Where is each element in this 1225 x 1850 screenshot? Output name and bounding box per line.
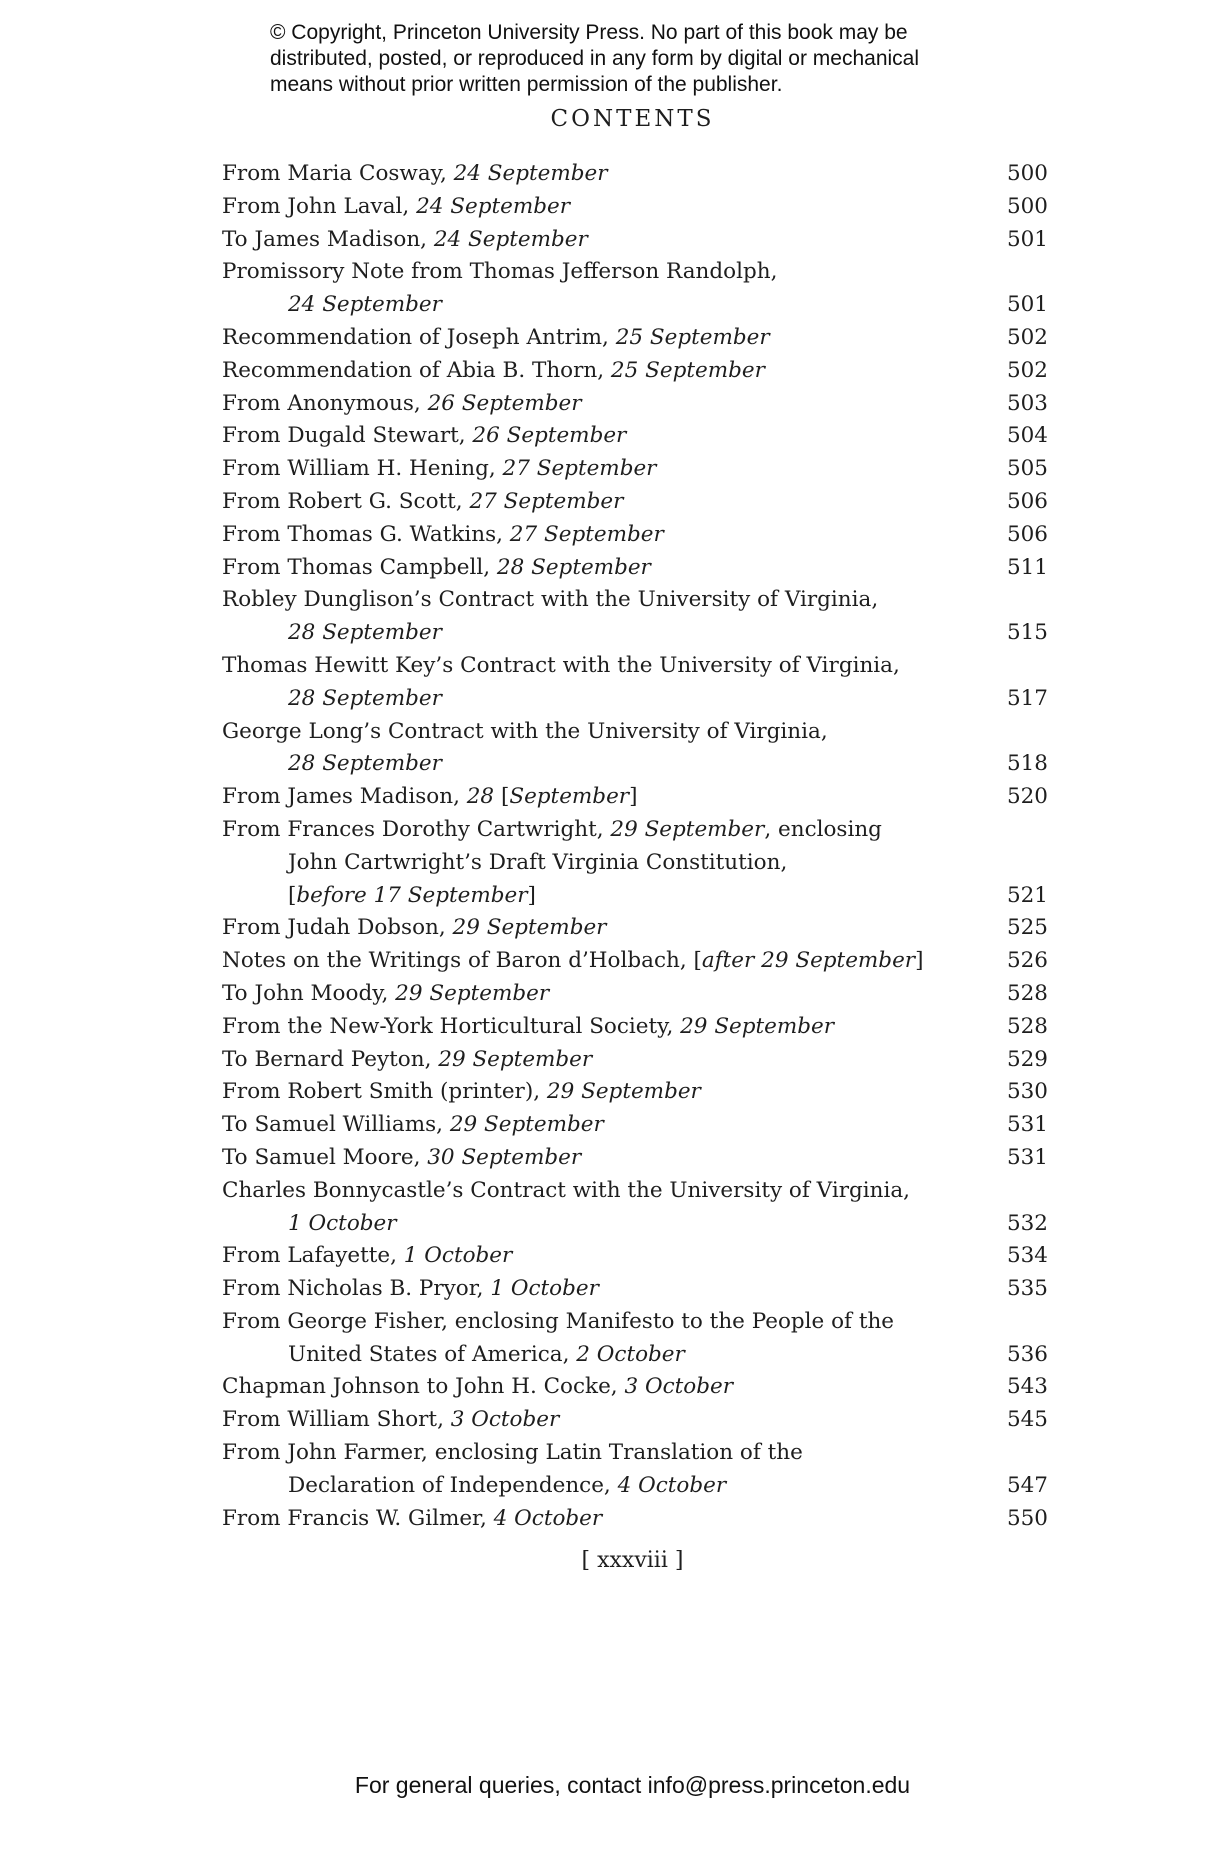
toc-entry-continuation [222, 683, 978, 716]
copyright-line: distributed, posted, or reproduced in any form by digital or mechanical [270, 47, 920, 70]
toc-entry-continuation [222, 1208, 978, 1241]
toc-entry-date: September [509, 784, 630, 810]
toc-entry-page: 526 [1006, 948, 1048, 974]
toc-entry-title [222, 978, 978, 1011]
toc-entry-title [222, 453, 978, 486]
toc-entry-text: Declaration of Independence, [288, 1472, 618, 1498]
toc-entry-date: before 17 September [296, 882, 528, 908]
toc-entry [222, 1142, 1048, 1175]
toc-entry-date: 25 September [610, 357, 765, 383]
toc-entry-page: 515 [1006, 620, 1048, 646]
toc-entry-page: 517 [1006, 685, 1048, 711]
toc-entry [222, 945, 1048, 978]
toc-entry-text: To James Madison, [222, 226, 434, 252]
toc-entry-text: From George Fisher, enclosing Manifesto to the People of the [222, 1308, 895, 1334]
toc-entry-text: From William H. Hening, [222, 456, 503, 482]
toc-entry-text: From Robert Smith (printer), [222, 1079, 547, 1105]
page-folio: [ xxxviii ] [581, 1548, 684, 1573]
toc-entry-title [222, 650, 978, 683]
toc-entry-date: 24 September [288, 292, 442, 318]
toc-entry-title [222, 322, 978, 355]
toc-entry-date: 28 September [288, 751, 442, 777]
toc-entry-page: 545 [1006, 1407, 1048, 1433]
toc-entry-text: From Robert G. Scott, [222, 488, 470, 514]
toc-entry-title [222, 1306, 978, 1339]
toc-entry-title [222, 1175, 978, 1208]
toc-entry-text: [ [288, 882, 297, 908]
toc-entry [222, 453, 1048, 486]
toc-entry-page: 528 [1006, 1013, 1048, 1039]
toc-entry-page: 506 [1006, 488, 1048, 514]
toc-entry-text: From Lafayette, [222, 1243, 404, 1269]
toc-entry-date: 27 September [509, 521, 664, 547]
toc-entry-page: 502 [1006, 324, 1048, 350]
toc-entry-date: 1 October [288, 1210, 397, 1236]
toc-entry-title [222, 224, 978, 257]
toc-entry-title [222, 945, 978, 978]
toc-entry-page: 531 [1006, 1112, 1048, 1138]
toc-entry-title [222, 1044, 978, 1077]
toc-entry-date: 2 October [576, 1341, 685, 1367]
toc-entry-continuation [222, 748, 978, 781]
toc-entry-title [222, 191, 978, 224]
toc-entry-date: 29 September [449, 1112, 604, 1138]
toc-entry-text: To John Moody, [222, 980, 396, 1006]
toc-entry [222, 191, 1048, 224]
toc-entry [222, 1044, 1048, 1077]
toc-entry-date: 26 September [472, 423, 627, 449]
toc-entry-date: 4 October [617, 1472, 727, 1498]
toc-entry-text: From Thomas G. Watkins, [222, 521, 510, 547]
toc-entry [222, 1076, 1048, 1109]
toc-entry-title [222, 388, 978, 421]
toc-entry-text: ] [915, 948, 924, 974]
toc-entry-date: 1 October [490, 1276, 599, 1302]
toc-entry-page: 500 [1006, 161, 1048, 186]
toc-entry [222, 1371, 1048, 1404]
toc-entry-date: 27 September [469, 488, 624, 514]
toc-entry-date: 24 September [433, 226, 588, 252]
toc-entry-title [222, 1404, 978, 1437]
toc-entry-date: 29 September [546, 1079, 701, 1105]
toc-entry-text: Promissory Note from Thomas Jefferson Randolph, [222, 259, 778, 285]
toc-entry-text: Recommendation of Joseph Antrim, [222, 324, 616, 350]
toc-entry-text: Thomas Hewitt Key’s Contract with the University of Virginia, [222, 652, 900, 678]
toc-entry-text: ] [629, 784, 638, 810]
toc-entry-text: From Anonymous, [222, 390, 428, 416]
toc-entry-text: Chapman Johnson to John H. Cocke, [222, 1374, 625, 1400]
toc-entry [222, 978, 1048, 1011]
toc-entry-date: 3 October [624, 1374, 733, 1400]
toc-entry-page: 501 [1006, 226, 1048, 252]
toc-entry-title [222, 1503, 978, 1536]
toc-entry-title [222, 1011, 978, 1044]
toc-entry [222, 1240, 1048, 1273]
toc-entry-date: 1 October [403, 1243, 513, 1269]
toc-entry-title [222, 814, 978, 847]
toc-entry [222, 486, 1048, 519]
toc-entry-page: 530 [1006, 1079, 1048, 1105]
toc-entry-page: 536 [1006, 1341, 1048, 1367]
toc-entry-page: 505 [1006, 456, 1048, 482]
toc-entry-date: 4 October [493, 1505, 603, 1531]
toc-entry-text: [ [500, 784, 510, 810]
toc-entry-continuation [222, 847, 978, 880]
toc-entry-title [222, 1076, 978, 1109]
toc-entry-title [222, 552, 978, 585]
toc-entry [222, 584, 1048, 650]
toc-entry-date: 29 September [452, 915, 607, 941]
toc-entry-title [222, 1240, 978, 1273]
toc-entry-page: 550 [1006, 1505, 1048, 1531]
toc-entry-date: 28 September [496, 554, 651, 580]
toc-entry-text: From Maria Cosway, [222, 161, 454, 186]
toc-entry-date: 27 September [502, 456, 657, 482]
toc-entry [222, 650, 1048, 716]
toc-entry-page: 531 [1006, 1144, 1048, 1170]
toc-entry-text: To Samuel Williams, [222, 1112, 450, 1138]
toc-entry-title [222, 1437, 978, 1470]
toc-entry-date: 25 September [615, 324, 770, 350]
toc-entry-page: 543 [1006, 1374, 1048, 1400]
toc-entry-title [222, 584, 978, 617]
toc-entry-title [222, 256, 978, 289]
toc-entry-text: From James Madison, [222, 784, 467, 810]
toc-entry [222, 1011, 1048, 1044]
toc-entry-text: United States of America, [288, 1341, 577, 1367]
toc-entry-text: John Cartwright’s Draft Virginia Constitution, [288, 849, 788, 875]
toc-entry-title [222, 355, 978, 388]
toc-entry-title [222, 1142, 978, 1175]
toc-entry-continuation [222, 1470, 978, 1503]
toc-entry-title [222, 1371, 978, 1404]
toc-entry-text: From Frances Dorothy Cartwright, [222, 816, 611, 842]
toc-entry-page: 532 [1006, 1210, 1048, 1236]
toc-entry-page: 511 [1006, 554, 1048, 580]
toc-entry-text: To Bernard Peyton, [222, 1046, 439, 1072]
toc-entry [222, 158, 1048, 191]
toc-entry [222, 519, 1048, 552]
toc-entry-text: Recommendation of Abia B. Thorn, [222, 357, 611, 383]
copyright-notice [270, 20, 970, 98]
toc-entry-page: 520 [1006, 784, 1048, 810]
toc-entry-title [222, 420, 978, 453]
toc-entry-date: 28 September [288, 685, 442, 711]
toc-entry [222, 322, 1048, 355]
toc-entry-date: 30 September [427, 1144, 582, 1170]
toc-entry-date: 29 September [395, 980, 550, 1006]
toc-entry-text: From Dugald Stewart, [222, 423, 473, 449]
toc-entry-date: 24 September [453, 161, 608, 186]
toc-entry [222, 1404, 1048, 1437]
page-heading: CONTENTS [550, 106, 715, 132]
toc-entry [222, 1109, 1048, 1142]
toc-entry-page: 521 [1006, 882, 1048, 908]
toc-entry-title [222, 912, 978, 945]
toc-entry-page: 535 [1006, 1276, 1048, 1302]
toc-entry-title [222, 486, 978, 519]
toc-entry-text: George Long’s Contract with the University of Virginia, [222, 718, 828, 744]
toc-entry-page: 534 [1006, 1243, 1048, 1269]
toc-entry [222, 781, 1048, 814]
toc-entry-text: Notes on the Writings of Baron d’Holbach, [ [222, 948, 702, 974]
toc-entry-date: 3 October [450, 1407, 560, 1433]
contents-list [222, 158, 1048, 1535]
toc-entry-text: From Nicholas B. Pryor, [222, 1276, 491, 1302]
toc-entry-text: From the New-York Horticultural Society, [222, 1013, 681, 1039]
toc-entry [222, 716, 1048, 782]
toc-entry-text: From Francis W. Gilmer, [222, 1505, 494, 1531]
toc-entry-date: 24 September [416, 193, 570, 219]
toc-entry-date: 28 September [288, 620, 442, 646]
toc-entry-text: From William Short, [222, 1407, 451, 1433]
toc-entry-text: From Judah Dobson, [222, 915, 453, 941]
toc-entry [222, 912, 1048, 945]
toc-entry-page: 501 [1006, 292, 1048, 318]
toc-entry-continuation [222, 289, 978, 322]
toc-entry [222, 1273, 1048, 1306]
copyright-line: © Copyright, Princeton University Press. No part of this book may be [270, 21, 908, 44]
toc-entry-date: 29 September [610, 816, 765, 842]
toc-entry-page: 500 [1006, 193, 1048, 219]
toc-entry [222, 1503, 1048, 1536]
toc-entry-date: 29 September [438, 1046, 593, 1072]
toc-entry-text: To Samuel Moore, [222, 1144, 428, 1170]
toc-entry-continuation [222, 880, 978, 913]
toc-entry-page: 518 [1006, 751, 1048, 777]
toc-entry [222, 552, 1048, 585]
toc-entry [222, 1175, 1048, 1241]
toc-entry-date: after 29 September [701, 948, 916, 974]
toc-entry [222, 224, 1048, 257]
toc-entry-text: From Thomas Campbell, [222, 554, 497, 580]
toc-entry [222, 420, 1048, 453]
toc-entry-title [222, 158, 978, 191]
toc-entry [222, 814, 1048, 912]
toc-entry-page: 529 [1006, 1046, 1048, 1072]
toc-entry-page: 547 [1006, 1472, 1048, 1498]
toc-entry-continuation [222, 617, 978, 650]
toc-entry-text: From John Laval, [222, 193, 417, 219]
toc-entry-title [222, 1109, 978, 1142]
toc-entry-title [222, 1273, 978, 1306]
toc-entry-continuation [222, 1339, 978, 1372]
copyright-line: means without prior written permission of the publisher. [270, 73, 783, 96]
toc-entry-text: Robley Dunglison’s Contract with the University of Virginia, [222, 587, 879, 613]
toc-entry-text: ] [527, 882, 536, 908]
toc-entry-page: 528 [1006, 980, 1048, 1006]
toc-entry-text: , enclosing [764, 816, 882, 842]
toc-entry [222, 1306, 1048, 1372]
toc-entry-date: 28 [466, 784, 501, 810]
toc-entry-title [222, 716, 978, 749]
toc-entry-page: 525 [1006, 915, 1048, 941]
toc-entry [222, 256, 1048, 322]
toc-entry-page: 502 [1006, 357, 1048, 383]
toc-entry-title [222, 781, 978, 814]
toc-entry-date: 26 September [427, 390, 582, 416]
toc-entry [222, 355, 1048, 388]
toc-entry-title [222, 519, 978, 552]
contact-footer: For general queries, contact info@press.princeton.edu [354, 1772, 911, 1798]
toc-entry-text: From John Farmer, enclosing Latin Translation of the [222, 1440, 803, 1466]
toc-entry-page: 503 [1006, 390, 1048, 416]
toc-entry [222, 388, 1048, 421]
toc-entry-page: 504 [1006, 423, 1048, 449]
toc-entry-text: Charles Bonnycastle’s Contract with the University of Virginia, [222, 1177, 910, 1203]
toc-entry [222, 1437, 1048, 1503]
toc-entry-date: 29 September [680, 1013, 835, 1039]
toc-entry-page: 506 [1006, 521, 1048, 547]
